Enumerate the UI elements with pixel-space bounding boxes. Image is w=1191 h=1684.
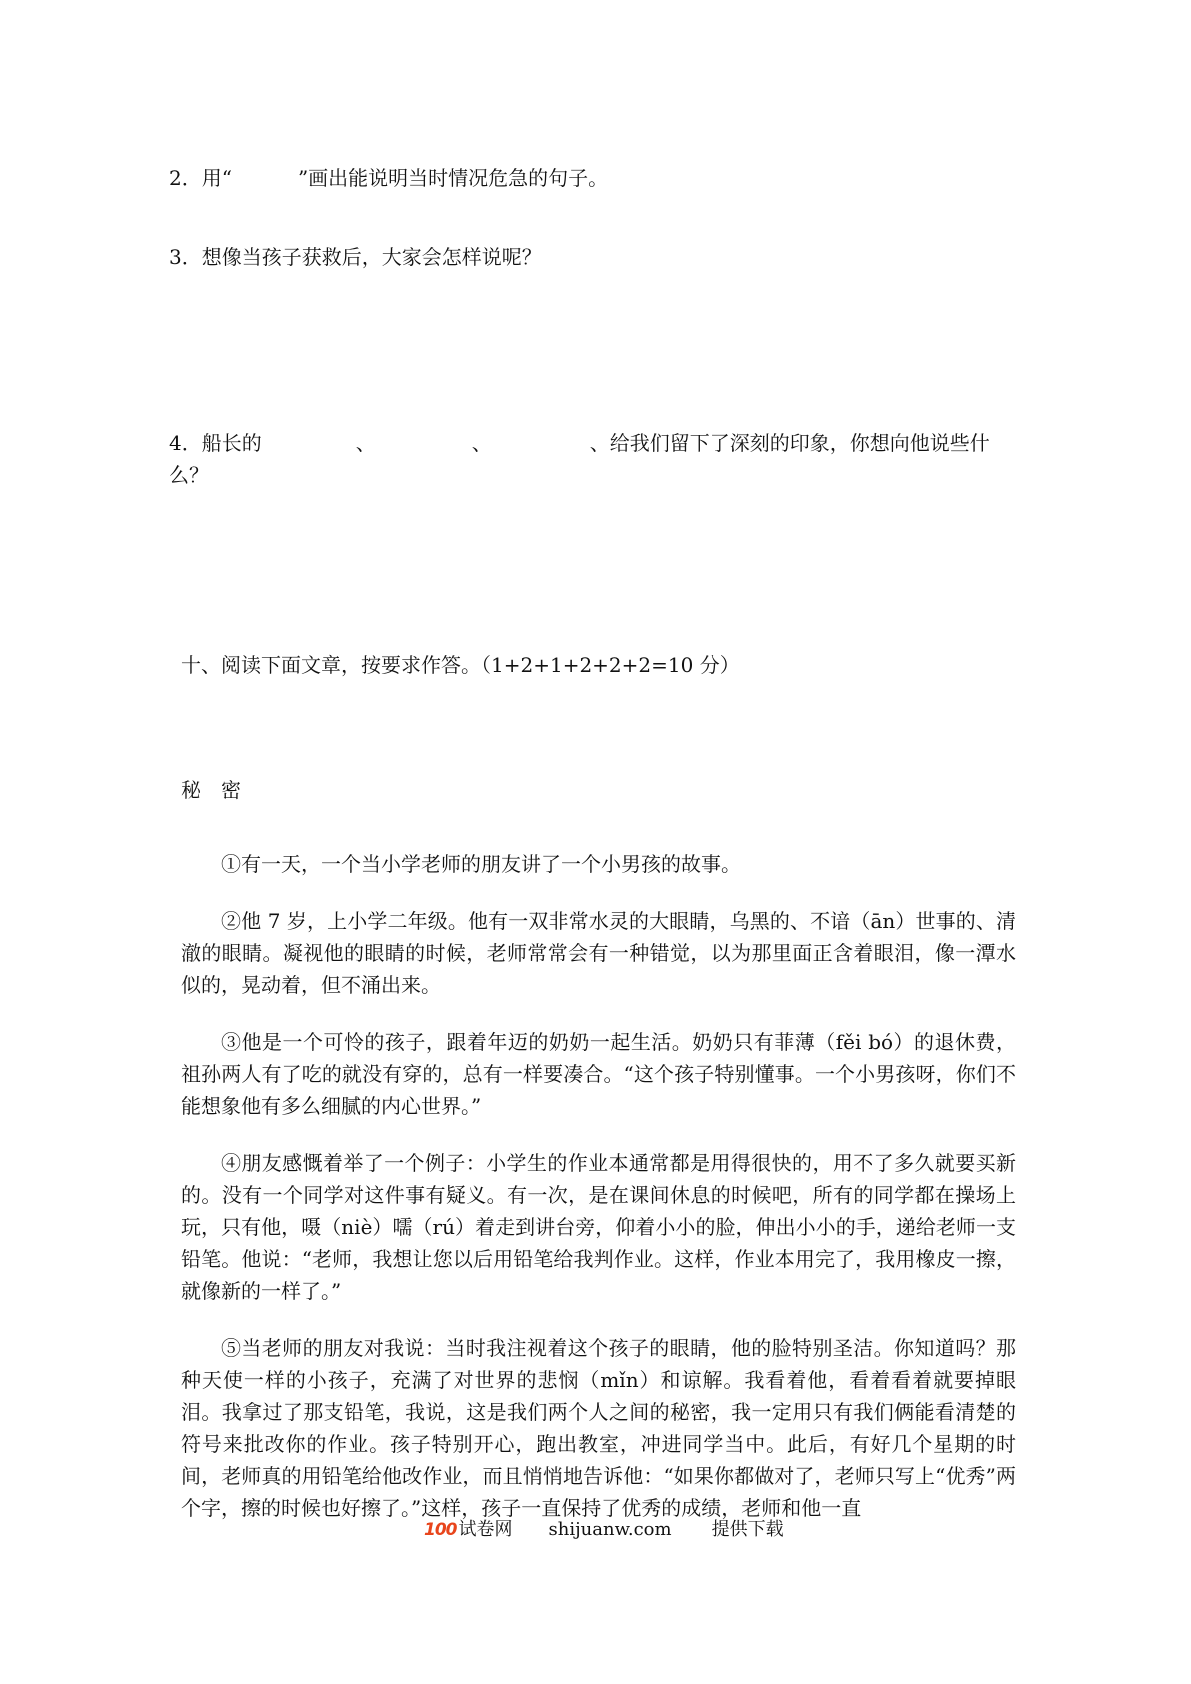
site-name: 试卷网 — [458, 1519, 513, 1540]
story-paragraph-5: ⑤当老师的朋友对我说：当时我注视着这个孩子的眼睛，他的脸特别圣洁。你知道吗？那种天使一样的小孩子，充满了对世界的悲悯（mǐn）和谅解。我看着他，看着看着就要掉眼泪。我拿过了那支铅笔，我说，这是我们两个人之间的秘密，我一定用只有我们俩能看清楚的符号来批改你的作业。孩子特别开心，跑出教室，冲进同学当中。此后，有好几个星期的时间，老师真的用铅笔给他改作业，而且悄悄地告诉他：“如果你都做对了，老师只写上“优秀”两个字，擦的时候也好擦了。”这样，孩子一直保持了优秀的成绩，老师和他一直 — [181, 1336, 1016, 1520]
question-4-continued: 么？ — [169, 463, 209, 487]
question-3: 3．想像当孩子获救后，大家会怎样说呢？ — [169, 245, 542, 269]
question-2 — [169, 166, 608, 190]
story-paragraph-4: ④朋友感慨着举了一个例子：小学生的作业本通常都是用得很快的，用不了多久就要买新的。没有一个同学对这件事有疑义。有一次，是在课间休息的时候吧，所有的同学都在操场上玩，只有他，嗫（niè）嚅（rú）着走到讲台旁，仰着小小的脸，伸出小小的手，递给老师一支铅笔。他说：“老师，我想让您以后用铅笔给我判作业。这样，作业本用完了，我用橡皮一擦，就像新的一样了。” — [181, 1151, 1016, 1303]
question-4-rest: 、给我们留下了深刻的印象，你想向他说些什 — [589, 431, 990, 455]
download-label: 提供下载 — [711, 1519, 784, 1540]
site-domain: shijuanw.com — [548, 1519, 672, 1540]
question-4 — [169, 431, 990, 455]
question-4-label: 4．船长的 — [169, 431, 262, 455]
site-logo: 100 — [424, 1520, 457, 1540]
question-2-suffix: ”画出能说明当时情况危急的句子。 — [297, 166, 609, 190]
blank-separator-1: 、 — [355, 431, 376, 455]
story-paragraph-3: ③他是一个可怜的孩子，跟着年迈的奶奶一起生活。奶奶只有菲薄（fěi bó）的退休费，祖孙两人有了吃的就没有穿的，总有一样要凑合。“这个孩子特别懂事。一个小男孩呀，你们不能想象他有多么细腻的内心世界。” — [181, 1030, 1016, 1118]
story-title: 秘 密 — [181, 778, 241, 802]
story-paragraph-2: ②他 7 岁，上小学二年级。他有一双非常水灵的大眼睛，乌黑的、不谙（ān）世事的、清澈的眼睛。凝视他的眼睛的时候，老师常常会有一种错觉，以为那里面正含着眼泪，像一潭水似的，晃动着，但不涌出来。 — [181, 909, 1016, 997]
page-footer — [424, 1518, 784, 1542]
blank-separator-2: 、 — [471, 431, 492, 455]
question-2-prefix: 2．用“ — [169, 166, 232, 190]
section-ten-heading: 十、阅读下面文章，按要求作答。（1+2+1+2+2+2=10 分） — [181, 653, 740, 677]
story-paragraph-1: ①有一天，一个当小学老师的朋友讲了一个小男孩的故事。 — [221, 852, 741, 876]
